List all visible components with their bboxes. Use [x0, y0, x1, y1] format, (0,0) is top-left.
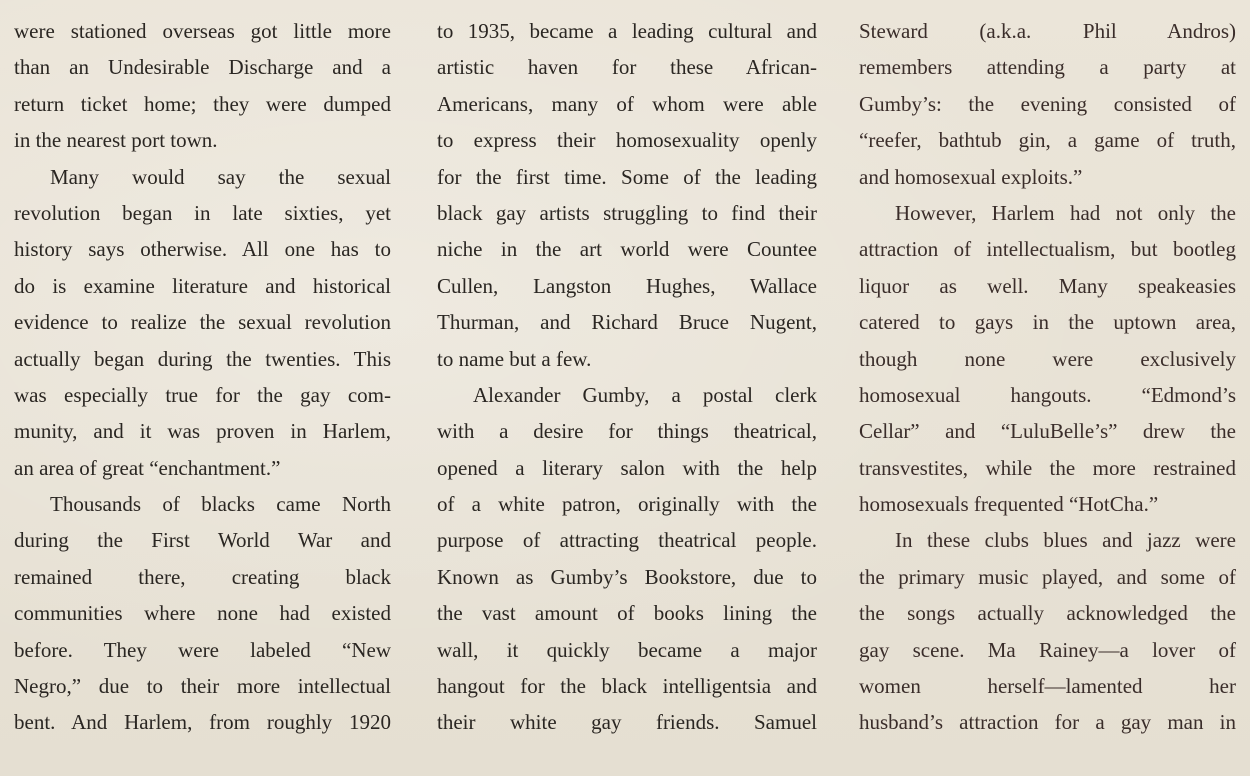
text-line: Thousands of blacks came North	[50, 492, 391, 517]
text-line: husband’s attraction for a gay man in	[859, 710, 1236, 735]
text-line: before. They were labeled “New	[14, 637, 391, 662]
text-line: munity, and it was proven in Harlem,	[14, 419, 391, 444]
text-line: bent. And Harlem, from roughly 1920	[14, 710, 391, 735]
text-line: purpose of attracting theatrical people.	[437, 528, 817, 553]
text-line: Steward (a.k.a. Phil Andros)	[859, 19, 1236, 43]
text-line: Gumby’s: the evening consisted of	[859, 91, 1236, 116]
text-line: to 1935, became a leading cultural and	[437, 19, 817, 43]
text-line: wall, it quickly became a major	[437, 637, 817, 662]
text-line: attraction of intellectualism, but bootleg	[859, 237, 1236, 262]
text-line: Alexander Gumby, a postal clerk	[473, 382, 817, 407]
text-line: liquor as well. Many speakeasies	[859, 273, 1236, 298]
text-line: the primary music played, and some of	[859, 564, 1236, 589]
text-line: were stationed overseas got little more	[14, 19, 391, 43]
text-line: In these clubs blues and jazz were	[895, 528, 1236, 553]
text-line: Negro,” due to their more intellectual	[14, 674, 391, 699]
text-line: However, Harlem had not only the	[895, 200, 1236, 225]
text-line: remembers attending a party at	[859, 55, 1236, 80]
text-line: the vast amount of books lining the	[437, 601, 817, 626]
text-line: catered to gays in the uptown area,	[859, 310, 1236, 335]
text-line: actually began during the twenties. This	[14, 346, 391, 371]
text-line: history says otherwise. All one has to	[14, 237, 391, 262]
text-line: opened a literary salon with the help	[437, 455, 817, 480]
text-line: return ticket home; they were dumped	[14, 91, 391, 116]
text-line: of a white patron, originally with the	[437, 492, 817, 517]
text-line: communities where none had existed	[14, 601, 391, 626]
text-line: for the first time. Some of the leading	[437, 164, 817, 189]
text-line: in the nearest port town.	[14, 128, 218, 153]
text-line: was especially true for the gay com-	[14, 382, 391, 407]
text-line: and homosexual exploits.”	[859, 164, 1083, 189]
text-line: transvestites, while the more restrained	[859, 455, 1236, 480]
text-line: though none were exclusively	[859, 346, 1236, 371]
text-line: the songs actually acknowledged the	[859, 601, 1236, 626]
text-line: Cullen, Langston Hughes, Wallace	[437, 273, 817, 298]
text-line: to express their homosexuality openly	[437, 128, 817, 153]
text-column-1	[14, 13, 391, 741]
text-line: women herself—lamented her	[859, 674, 1236, 699]
text-line: their white gay friends. Samuel	[437, 710, 817, 735]
text-line: with a desire for things theatrical,	[437, 419, 817, 444]
text-line: Thurman, and Richard Bruce Nugent,	[437, 310, 817, 335]
text-line: do is examine literature and historical	[14, 273, 391, 298]
text-line: “reefer, bathtub gin, a game of truth,	[859, 128, 1236, 153]
text-line: revolution began in late sixties, yet	[14, 200, 391, 225]
text-line: black gay artists struggling to find their	[437, 200, 817, 225]
text-line: during the First World War and	[14, 528, 391, 553]
text-line: Known as Gumby’s Bookstore, due to	[437, 564, 817, 589]
text-column-2	[437, 13, 817, 741]
text-line: Cellar” and “LuluBelle’s” drew the	[859, 419, 1236, 444]
text-line: than an Undesirable Discharge and a	[14, 55, 391, 80]
text-line: homosexual hangouts. “Edmond’s	[859, 382, 1236, 407]
text-line: evidence to realize the sexual revolution	[14, 310, 391, 335]
text-line: hangout for the black intelligentsia and	[437, 674, 817, 699]
text-line: artistic haven for these African-	[437, 55, 817, 80]
text-line: Many would say the sexual	[50, 164, 391, 189]
text-line: niche in the art world were Countee	[437, 237, 817, 262]
text-line: remained there, creating black	[14, 564, 391, 589]
text-line: Americans, many of whom were able	[437, 91, 817, 116]
text-line: gay scene. Ma Rainey—a lover of	[859, 637, 1236, 662]
text-column-3	[859, 13, 1236, 741]
text-line: homosexuals frequented “HotCha.”	[859, 492, 1159, 517]
text-line: an area of great “enchantment.”	[14, 455, 281, 480]
text-line: to name but a few.	[437, 346, 592, 371]
